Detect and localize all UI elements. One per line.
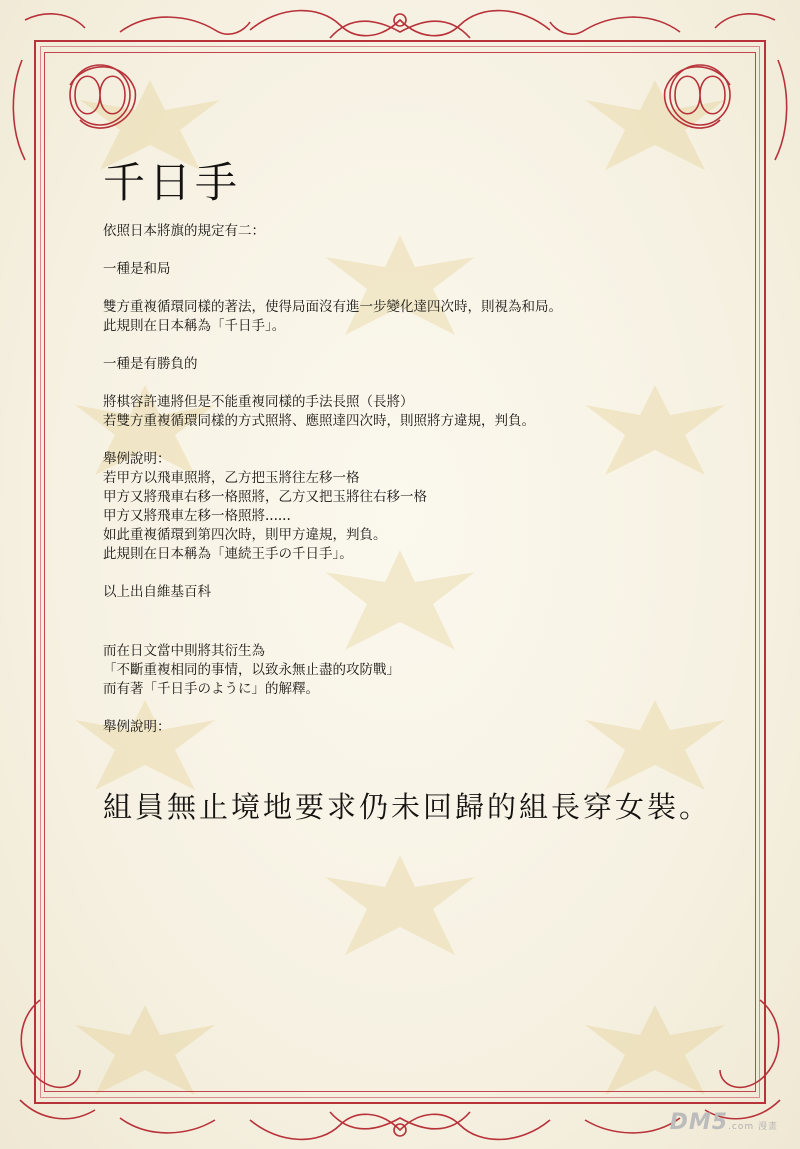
text-line: 一種是有勝負的 <box>103 356 198 372</box>
text-line: 依照日本將旗的規定有二： <box>103 223 265 239</box>
text-line: 以上出自維基百科 <box>103 584 211 600</box>
watermark-sub: .com 漫畫 <box>728 1122 778 1132</box>
page-title: 千日手 <box>103 158 242 207</box>
text-line: 將棋容許連將但是不能重複同樣的手法長照（長將） <box>103 394 414 410</box>
conclusion-text: 組員無止境地要求仍未回歸的組長穿女裝。 <box>103 790 712 824</box>
text-line: 一種是和局 <box>103 261 171 277</box>
text-line: 舉例說明： <box>103 451 171 467</box>
text-line: 甲方又將飛車右移一格照將，乙方又把玉將往右移一格 <box>103 489 427 505</box>
text-line: 舉例說明： <box>103 719 171 735</box>
text-line: 而在日文當中則將其衍生為 <box>103 643 265 659</box>
text-line: 雙方重複循環同樣的著法，使得局面沒有進一步變化達四次時，則視為和局。 <box>103 299 562 315</box>
text-line: 甲方又將飛車左移一格照將...... <box>103 508 291 524</box>
text-line: 此規則在日本稱為「連続王手の千日手」。 <box>103 546 353 562</box>
watermark-brand: DM5 <box>669 1110 729 1135</box>
text-line: 若雙方重複循環同樣的方式照將、應照達四次時，則照將方違規，判負。 <box>103 413 535 429</box>
document-body <box>103 150 723 826</box>
text-line: 此規則在日本稱為「千日手」。 <box>103 318 286 334</box>
text-line: 若甲方以飛車照將，乙方把玉將往左移一格 <box>103 470 360 486</box>
site-watermark <box>670 1110 778 1135</box>
text-line: 如此重複循環到第四次時，則甲方違規，判負。 <box>103 527 387 543</box>
text-line: 而有著「千日手のように」的解釋。 <box>103 681 319 697</box>
text-line: 「不斷重複相同的事情，以致永無止盡的攻防戰」 <box>103 662 400 678</box>
